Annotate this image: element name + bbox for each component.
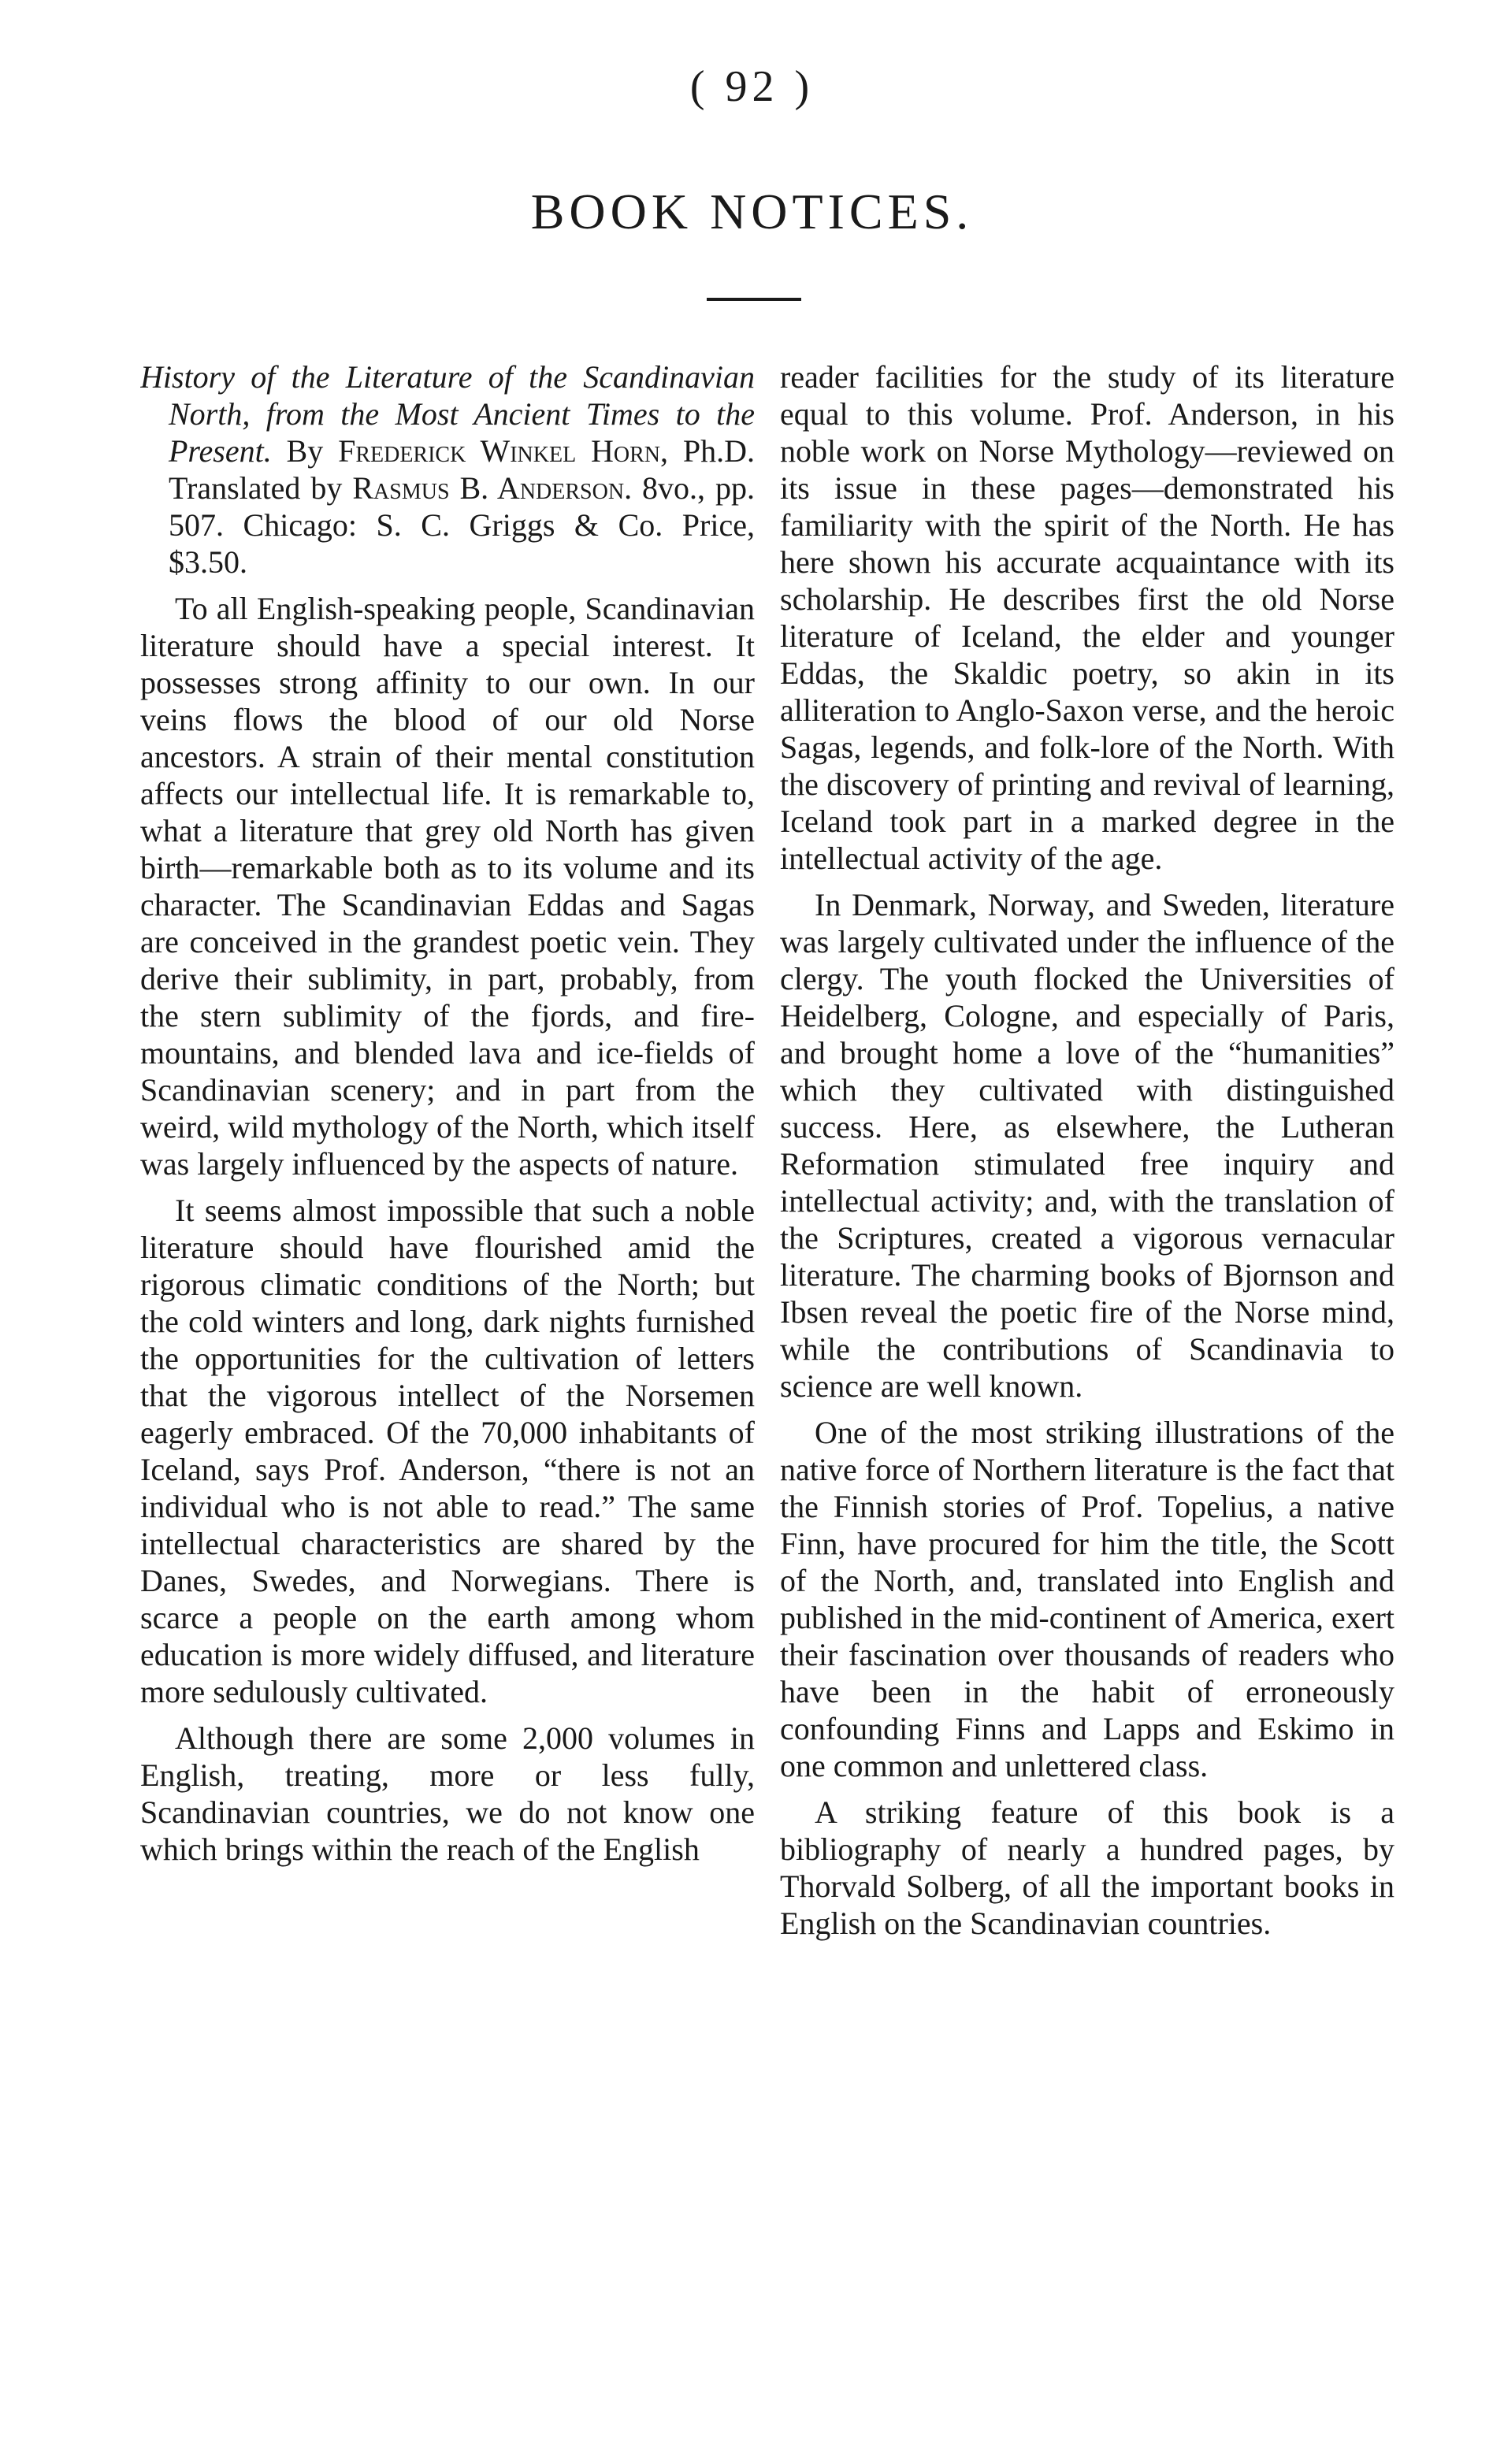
heading-rule [707, 298, 801, 301]
book-citation [140, 358, 755, 581]
author-degree: , Ph.D. [660, 433, 755, 469]
page-number: ( 92 ) [689, 62, 815, 111]
paragraph: It seems almost impossible that such a noble literature should have flourished amid the rigorous climatic conditions of the North; but the cold winters and long, dark nights furnished the opportunities for the cultivation of letters that the vigorous intellect of the Norsemen eagerly embraced. Of the 70,000 inhabitants of Iceland, says Prof. Anderson, “there is not an individual who is not able to read.” The same intellectual characteristics are shared by the Danes, Swedes, and Norwegians. There is scarce a people on the earth among whom education is more widely diffused, and literature more sedulously cultivated. [140, 1193, 755, 1709]
citation-translated-by: Translated by [169, 470, 343, 506]
paragraph: A striking feature of this book is a bibliography of nearly a hundred pages, by Thorvald Solberg, of all the important books in English on the Scandinavian countries. [780, 1794, 1394, 1941]
citation-by: By [286, 433, 324, 469]
paragraph-continued: reader facilities for the study of its literature equal to this volume. Prof. Anderson, in his noble work on Norse Mythology—reviewed on its issue in these pages—demonstrated his familiarity with the spirit of the North. He has here shown his accurate acquaintance with its scholarship. He describes first the old Norse literature of Iceland, the elder and younger Eddas, the Skaldic poetry, so akin in its alliteration to Anglo-Saxon verse, and the heroic Sagas, legends, and folk-lore of the North. With the discovery of printing and revival of learning, Iceland took part in a marked degree in the intellectual activity of the age. [780, 359, 1394, 876]
paragraph: Although there are some 2,000 volumes in English, treating, more or less fully, Scandinavian countries, we do not know one which brings within the reach of the English [140, 1720, 755, 1867]
book-translator: Rasmus B. Anderson [352, 470, 625, 506]
paragraph: In Denmark, Norway, and Sweden, literature was largely cultivated under the influence of the clergy. The youth flocked the Universities of Heidelberg, Cologne, and especially of Paris, and brought home a love of the “humanities” which they cultivated with distinguished success. Here, as elsewhere, the Lutheran Reformation stimulated free inquiry and intellectual activity; and, with the translation of the Scriptures, created a vigorous vernacular literature. The charming books of Bjornson and Ibsen reveal the poetic fire of the Norse mind, while the contributions of Scandinavia to science are well known. [780, 887, 1394, 1404]
paragraph: One of the most striking illustrations of the native force of Northern literature is the fact that the Finnish stories of Prof. Topelius, a native Finn, have procured for him the title, the Scott of the North, and, translated into English and published in the mid-continent of America, exert their fascination over thousands of readers who have been in the habit of erroneously confounding Finns and Lapps and Eskimo in one common and unlettered class. [780, 1415, 1394, 1783]
right-column [780, 358, 1394, 2406]
section-heading: BOOK NOTICES. [530, 184, 974, 239]
paragraph: To all English-speaking people, Scandinavian literature should have a special interest. It possesses strong affinity to our own. In our veins flows the blood of our old Norse ancestors. A strain of their mental constitution affects our intellectual life. It is remarkable to, what a literature that grey old North has given birth—remarkable both as to its volume and its character. The Scandinavian Eddas and Sagas are conceived in the grandest poetic vein. They derive their sublimity, in part, probably, from the stern sublimity of the fjords, and fire-mountains, and blended lava and ice-fields of Scandinavian scenery; and in part from the weird, wild mythology of the North, which itself was largely influenced by the aspects of nature. [140, 591, 755, 1182]
book-author: Frederick Winkel Horn [338, 433, 661, 469]
book-title: History of the Literature of the Scandinavian North, from the Most Ancient Times to the Present. [140, 359, 755, 469]
publication-details: . 8vo., pp. 507. Chicago: S. C. Griggs & Co. Price, $3.50. [169, 470, 755, 580]
left-column [140, 358, 755, 2406]
